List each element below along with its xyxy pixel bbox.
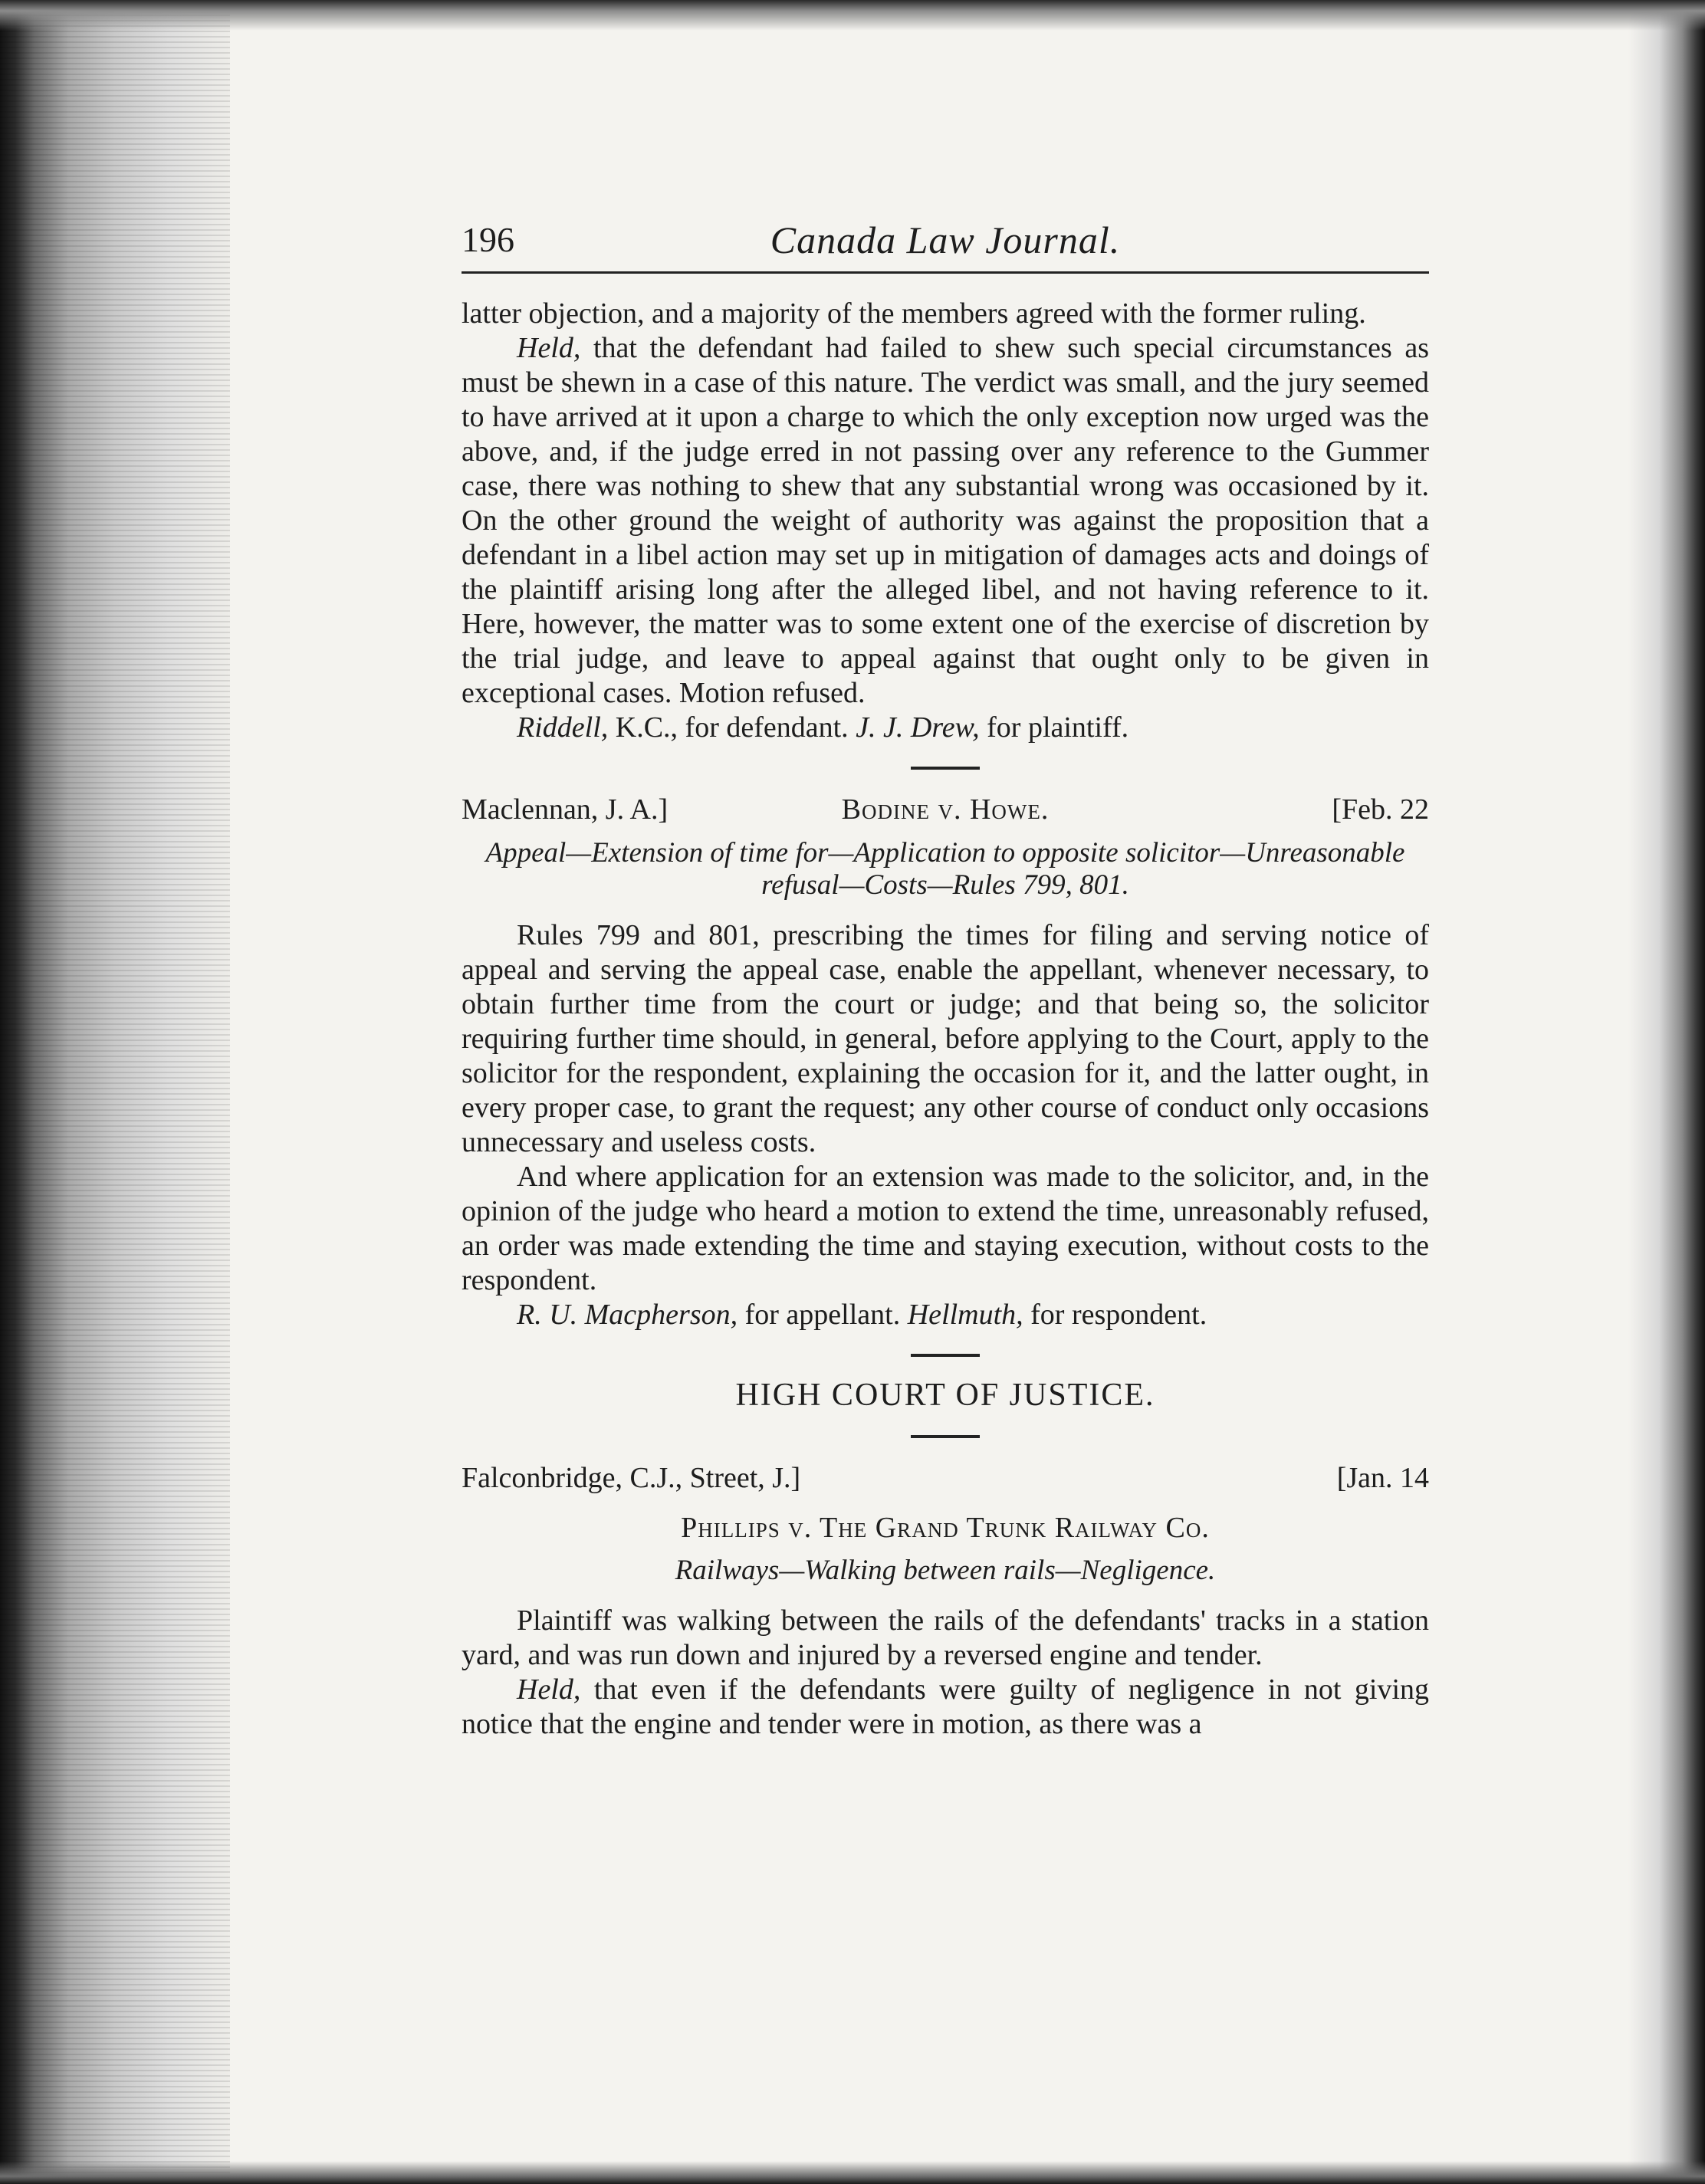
judge: Maclennan, J. A.]	[462, 793, 669, 826]
paragraph: Plaintiff was walking between the rails of the defendants' tracks in a station yard, and was run down and injured by a reversed engine and tender.	[462, 1604, 1429, 1671]
paragraph	[462, 1673, 1429, 1742]
paragraph: Rules 799 and 801, prescribing the times for filing and serving notice of appeal and serving the appeal case, enable the appellant, whenever necessary, to obtain further time from the court or judge; and that being so, the solicitor requiring further time should, in general, before applying to the Court, apply to the solicitor for the respondent, explaining the occasion for it, and the latter ought, in every proper case, to grant the request; any other course of conduct only occasions unnecessary and useless costs.	[462, 919, 1429, 1158]
case-heading	[462, 790, 1429, 829]
journal-page	[462, 215, 1429, 1742]
counsel-name: J. J. Drew,	[856, 711, 980, 744]
running-head	[462, 215, 1429, 274]
section-divider	[911, 1354, 980, 1357]
scan-right-edge	[1628, 0, 1705, 2184]
body-text	[462, 297, 1429, 1742]
counsel-name: Hellmuth,	[907, 1299, 1023, 1331]
paragraph: And where application for an extension was made to the solicitor, and, in the opinion of the judge who heard a motion to extend the time, unreasonably refused, an order was made extending the time and staying execution, without costs to the respondent.	[462, 1161, 1429, 1296]
scan-top-edge	[0, 0, 1705, 31]
counsel-line	[462, 711, 1429, 745]
counsel-text: K.C., for defendant.	[608, 711, 856, 744]
counsel-text: for appellant.	[738, 1299, 908, 1331]
section-title: HIGH COURT OF JUSTICE.	[735, 1378, 1155, 1413]
paragraph: latter objection, and a majority of the members agreed with the former ruling.	[462, 297, 1366, 330]
counsel-name: R. U. Macpherson,	[517, 1299, 738, 1331]
paragraph	[462, 331, 1429, 711]
section-divider	[911, 1435, 980, 1438]
scan-bottom-edge	[0, 2161, 1705, 2184]
headnote: Railways—Walking between rails—Negligence.	[675, 1555, 1216, 1586]
scan-binding-shadow	[0, 0, 230, 2184]
case-date: [Feb. 22	[1332, 793, 1429, 826]
paragraph-text: that the defendant had failed to shew such special circumstances as must be shewn in a case of this nature. The verdict was small, and the jury seemed to have arrived at it upon a charge to which the only exception now urged was the above, and, if the judge erred in not passing over any reference to the Gummer case, there was nothing to shew that any substantial wrong was occasioned by it. On the other ground the weight of authority was against the proposition that a defendant in a libel action may set up in mitigation of damages acts and doings of the plaintiff arising long after the alleged libel, and not having reference to it. Here, however, the matter was to some extent one of the exercise of discretion by the trial judge, and leave to appeal against that ought only to be given in exceptional cases. Motion refused.	[462, 332, 1429, 709]
case-date: [Jan. 14	[1336, 1462, 1429, 1494]
counsel-text: for respondent.	[1023, 1299, 1207, 1331]
headnote: Appeal—Extension of time for—Application to opposite solicitor—Unreasonable refusal—Costs—Rules 799, 801.	[485, 837, 1405, 901]
judge: Falconbridge, C.J., Street, J.]	[462, 1462, 801, 1494]
case-caption: Phillips v. The Grand Trunk Railway Co.	[681, 1512, 1210, 1544]
held-label: Held,	[517, 332, 581, 364]
counsel-line	[462, 1298, 1429, 1332]
paragraph-text: that even if the defendants were guilty of negligence in not giving notice that the engine and tender were in motion, as there was a	[462, 1673, 1430, 1740]
journal-title: Canada Law Journal.	[770, 218, 1121, 261]
case-caption: Bodine v. Howe.	[841, 793, 1050, 826]
page-number: 196	[462, 220, 514, 259]
held-label: Held,	[517, 1673, 581, 1706]
counsel-name: Riddell,	[517, 711, 609, 744]
counsel-text: for plaintiff.	[979, 711, 1129, 744]
section-divider	[911, 767, 980, 770]
case-heading	[462, 1458, 1429, 1498]
